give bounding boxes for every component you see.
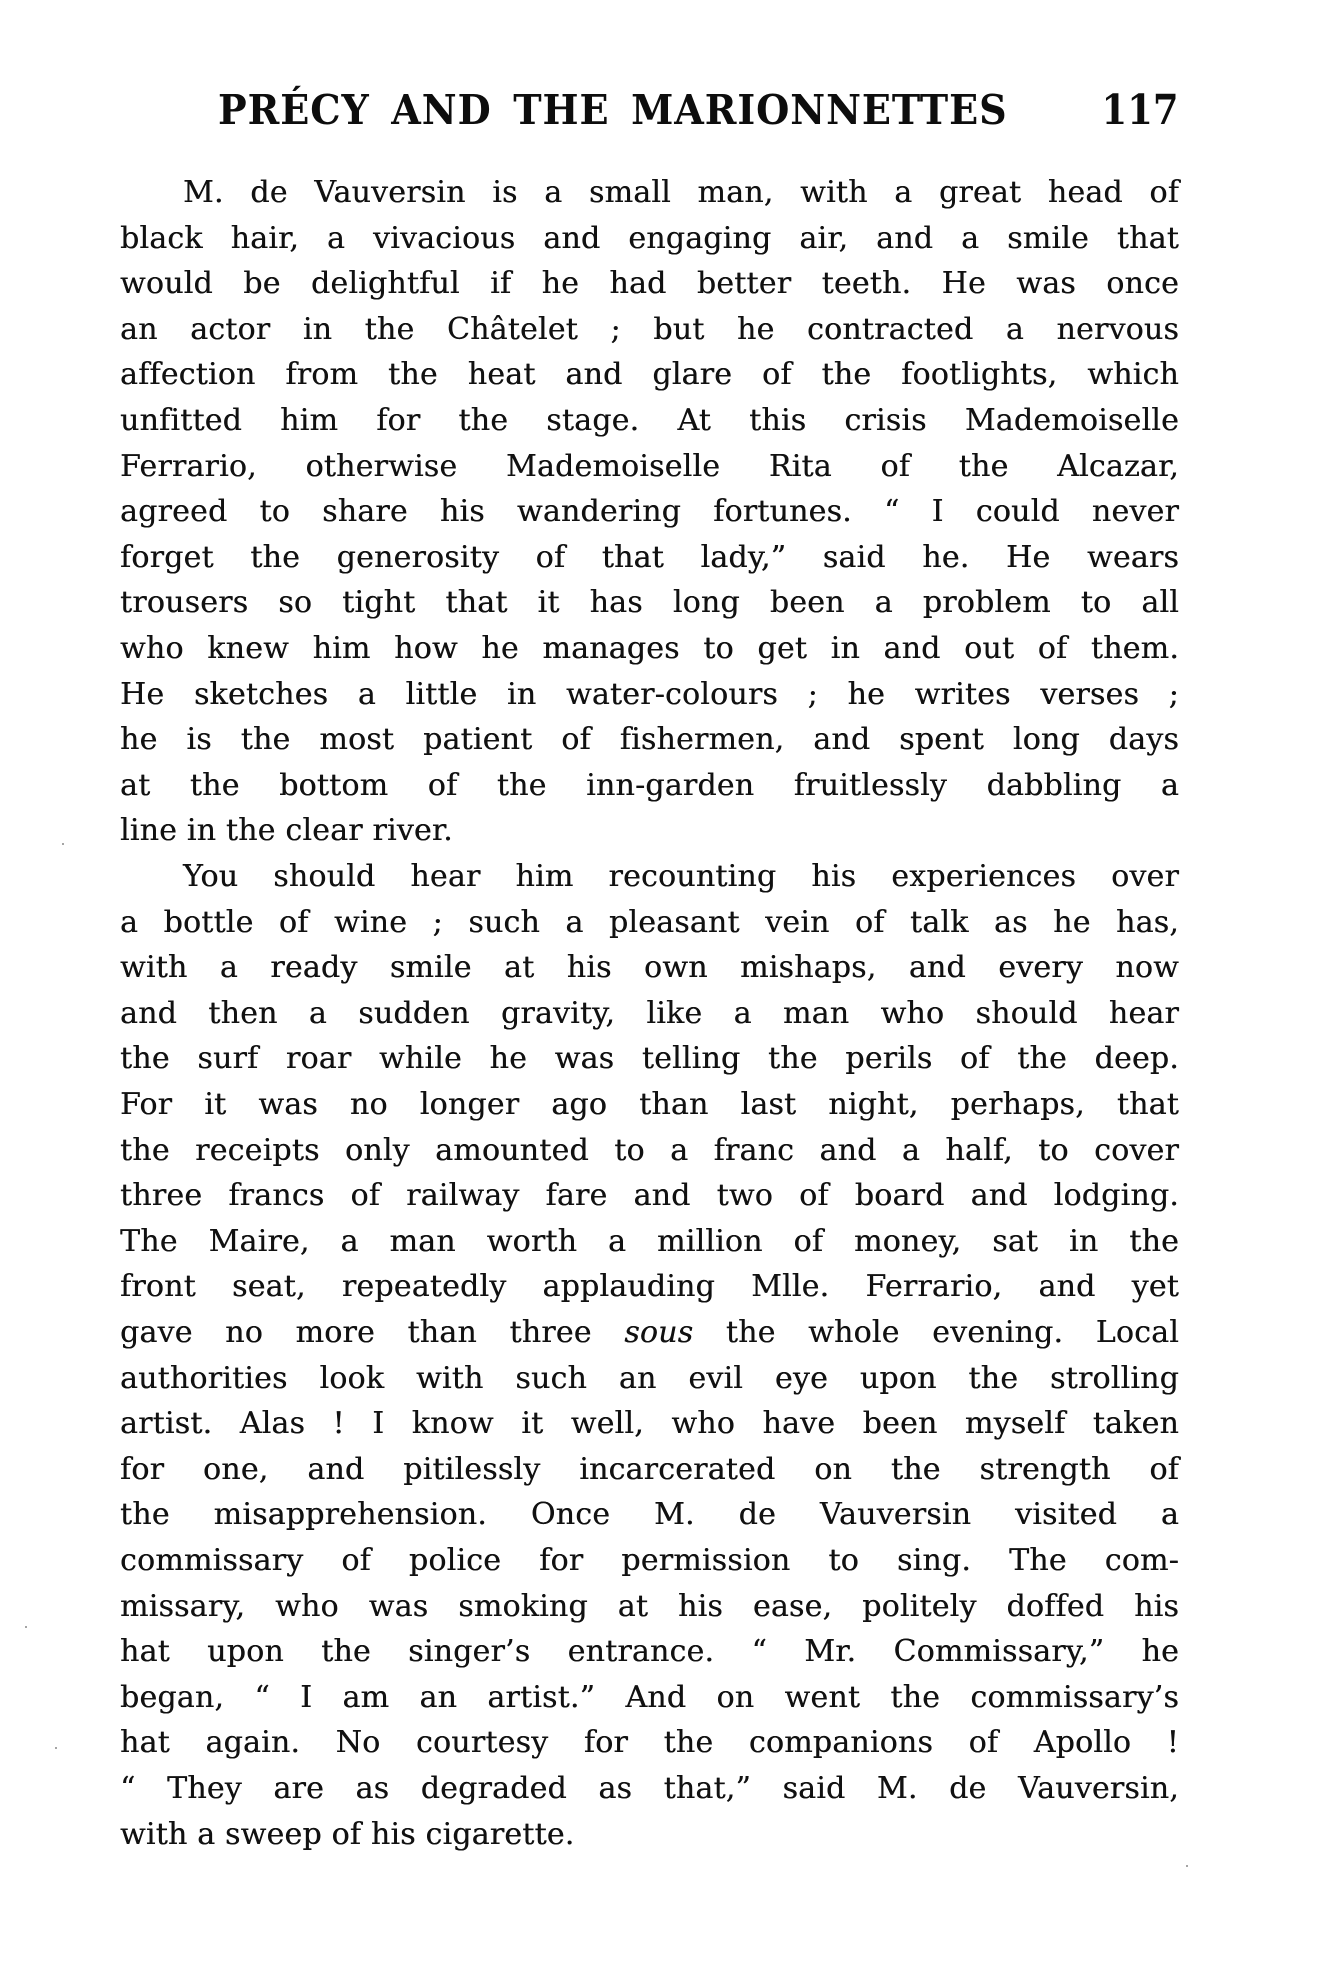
text-line: the surf roar while he was telling the perils of the deep. (120, 1041, 1179, 1077)
text-line: artist. Alas ! I know it well, who have been myself taken (120, 1406, 1179, 1442)
text-line: “ They are as degraded as that,” said M. de Vauversin, (120, 1771, 1179, 1806)
text-line: trousers so tight that it has long been a problem to all (120, 585, 1179, 621)
italic-word: sous (624, 1315, 694, 1350)
text-line: for one, and pitilessly incarcerated on the strength of (120, 1451, 1179, 1487)
text-line: M. de Vauversin is a small man, with a great head of (183, 175, 1179, 210)
text-line: He sketches a little in water-colours ; he writes verses ; (120, 676, 1179, 712)
text-line: who knew him how he manages to get in and out of them. (120, 631, 1179, 666)
text-line: at the bottom of the inn-garden fruitlessly dabbling a (120, 767, 1179, 803)
text-line: commissary of police for permission to sing. The com- (120, 1543, 1179, 1578)
text-line: agreed to share his wandering fortunes. “ I could never (120, 494, 1179, 530)
scan-speck (62, 843, 64, 845)
page-number: 117 (1101, 86, 1179, 134)
text-line-with-italic (120, 1310, 1179, 1356)
text-line: he is the most patient of fishermen, and spent long days (120, 722, 1179, 758)
text-line: affection from the heat and glare of the footlights, which (120, 357, 1179, 393)
text-line: began, “ I am an artist.” And on went the commissary’s (120, 1679, 1179, 1715)
text-line: three francs of railway fare and two of board and lodging. (120, 1178, 1179, 1214)
text-line: an actor in the Châtelet ; but he contracted a nervous (120, 311, 1179, 347)
text-line: with a sweep of his cigarette. (120, 1816, 575, 1852)
text-line: The Maire, a man worth a million of money, sat in the (120, 1223, 1179, 1259)
text-line: You should hear him recounting his experiences over (183, 859, 1179, 894)
text-line: the misapprehension. Once M. de Vauversin visited a (120, 1497, 1179, 1533)
text-line: unfitted him for the stage. At this crisis Mademoiselle (120, 403, 1179, 438)
text-line: forget the generosity of that lady,” said he. He wears (120, 539, 1179, 575)
text-line: front seat, repeatedly applauding Mlle. Ferrario, and yet (120, 1269, 1179, 1305)
text-line: hat upon the singer’s entrance. “ Mr. Commissary,” he (120, 1634, 1179, 1670)
text-line: authorities look with such an evil eye upon the strolling (120, 1360, 1179, 1396)
text-line: missary, who was smoking at his ease, politely doffed his (120, 1588, 1179, 1624)
text-segment: the whole evening. Local (693, 1315, 1179, 1350)
text-line: For it was no longer ago than last night, perhaps, that (120, 1087, 1179, 1122)
text-line: Ferrario, otherwise Mademoiselle Rita of the Alcazar, (120, 448, 1179, 484)
scan-speck (55, 1747, 57, 1749)
text-segment: gave no more than three (120, 1315, 625, 1350)
text-line: the receipts only amounted to a franc and a half, to cover (120, 1132, 1179, 1168)
scan-speck (1186, 1865, 1188, 1867)
scan-speck (25, 1626, 27, 1628)
text-line: hat again. No courtesy for the companions of Apollo ! (120, 1725, 1179, 1761)
text-line: black hair, a vivacious and engaging air, and a smile that (120, 220, 1179, 256)
text-line: would be delightful if he had better teeth. He was once (120, 266, 1179, 302)
text-line: a bottle of wine ; such a pleasant vein of talk as he has, (120, 904, 1179, 940)
running-title: PRÉCY AND THE MARIONNETTES (218, 86, 1008, 134)
text-line: with a ready smile at his own mishaps, and every now (120, 950, 1179, 986)
text-line: and then a sudden gravity, like a man who should hear (120, 995, 1179, 1031)
running-head (120, 82, 1179, 138)
text-line: line in the clear river. (120, 813, 453, 849)
